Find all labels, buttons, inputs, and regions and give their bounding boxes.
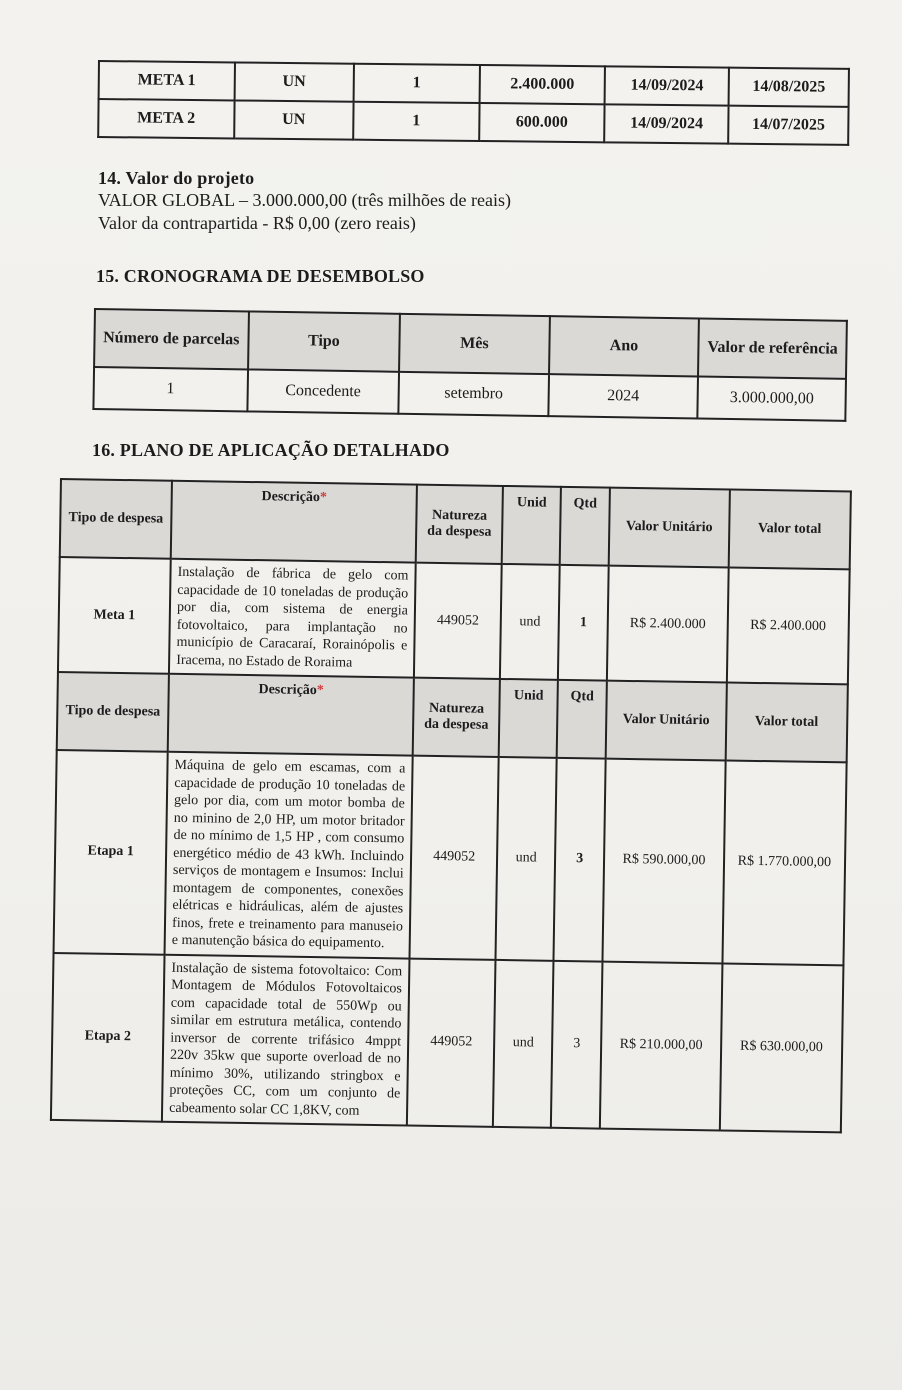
column-header: Número de parcelas — [94, 309, 248, 369]
column-header-valor-unitario: Valor Unitário — [609, 488, 730, 568]
plano-table — [50, 478, 852, 1133]
row-tipo: Meta 1 — [58, 557, 171, 674]
row-qtd: 1 — [558, 565, 609, 681]
row-descricao: Instalação de sistema fotovoltaico: Com Montagem de Módulos Fotovoltaicos com capacidade total de 550Wp ou similar em estrutura metálica, contendo inversor de corrente trifásico 4mppt 220v 35kw que suporte overload de no mínimo 30%, utilizando stringbox e proteções CC, com um conjunto de cabeamento solar CC 1,8KV, com — [162, 954, 409, 1125]
row-natureza: 449052 — [409, 756, 499, 960]
table-header-row — [57, 672, 848, 762]
table-cell: 2024 — [548, 374, 698, 418]
row-valor-total: R$ 1.770.000,00 — [722, 760, 847, 964]
row-natureza: 449052 — [407, 958, 496, 1127]
table-row — [98, 99, 848, 145]
meta-end-date: 14/08/2025 — [729, 68, 849, 107]
meta-end-date: 14/07/2025 — [728, 106, 848, 145]
row-valor-unitario: R$ 2.400.000 — [607, 566, 728, 683]
meta-unit: UN — [234, 62, 354, 101]
row-descricao: Máquina de gelo em escamas, com a capacidade de produção 10 toneladas de gelo por dia, com um motor bomba de no minino de 2,0 HP, um motor britador de no mínimo de 1,5 HP , com consumo energético médio de 43 kWh. Incluindo serviços de montagem e Insumos: Inclui montagem de componentes, conexões elétricas e hidráulicas, além de ajustes finos, frete e treinamento para manuseio e manutenção básica do equipamento. — [165, 752, 413, 958]
required-asterisk: * — [316, 683, 324, 699]
meta-qty: 1 — [353, 102, 479, 141]
table-header-row — [60, 479, 851, 569]
column-header-valor-total: Valor total — [728, 490, 851, 570]
counterpart-value-text: Valor da contrapartida - R$ 0,00 (zero reais) — [98, 213, 416, 233]
meta-label: META 1 — [99, 61, 235, 100]
row-tipo: Etapa 1 — [54, 750, 168, 954]
metas-table — [97, 60, 850, 146]
table-row — [58, 557, 850, 684]
table-row — [54, 750, 847, 965]
row-tipo: Etapa 2 — [51, 952, 165, 1121]
column-header-natureza: Natureza da despesa — [413, 678, 501, 757]
meta-value: 2.400.000 — [479, 65, 605, 104]
column-header-tipo: Tipo de despesa — [60, 479, 172, 559]
table-cell: 1 — [93, 367, 247, 411]
header-text: Descrição — [261, 489, 320, 506]
column-header: Valor de referência — [698, 319, 847, 379]
global-value-text: VALOR GLOBAL – 3.000.000,00 (três milhões de reais) — [98, 190, 511, 210]
meta-label: META 2 — [98, 99, 234, 138]
column-header: Tipo — [248, 311, 401, 371]
row-valor-unitario: R$ 210.000,00 — [600, 961, 722, 1130]
column-header: Mês — [399, 314, 549, 374]
row-unid: und — [500, 564, 559, 680]
row-qtd: 3 — [551, 960, 603, 1128]
row-valor-total: R$ 630.000,00 — [719, 963, 843, 1132]
row-unid: und — [496, 757, 557, 960]
column-header: Ano — [549, 316, 699, 376]
column-header-qtd: Qtd — [560, 487, 611, 566]
column-header-descricao — [171, 481, 417, 563]
header-text: Descrição — [258, 682, 317, 699]
column-header-unid: Unid — [499, 679, 558, 758]
meta-unit: UN — [234, 100, 354, 139]
meta-qty: 1 — [354, 64, 480, 103]
section-16-heading: 16. PLANO DE APLICAÇÃO DETALHADO — [92, 440, 450, 460]
meta-start-date: 14/09/2024 — [605, 66, 729, 105]
meta-value: 600.000 — [479, 103, 605, 142]
table-cell: setembro — [399, 372, 549, 416]
cronograma-table — [92, 308, 848, 422]
table-row — [51, 952, 844, 1132]
row-qtd: 3 — [553, 758, 606, 961]
column-header-natureza: Natureza da despesa — [416, 485, 504, 564]
column-header-unid: Unid — [502, 486, 561, 565]
row-descricao: Instalação de fábrica de gelo com capacidade de 10 toneladas de produção por dia, com sistema de energia fotovoltaico, para implantação no município de Caracaraí, Rorainópolis e Iracema, no Estado de Roraima — [169, 559, 416, 678]
column-header-qtd: Qtd — [557, 680, 608, 759]
row-unid: und — [493, 959, 553, 1127]
row-valor-unitario: R$ 590.000,00 — [603, 759, 725, 963]
row-natureza: 449052 — [414, 563, 502, 679]
column-header-valor-unitario: Valor Unitário — [606, 681, 727, 761]
table-cell: Concedente — [247, 369, 399, 413]
row-valor-total: R$ 2.400.000 — [726, 568, 849, 685]
column-header-descricao — [168, 674, 414, 756]
table-cell: 3.000.000,00 — [698, 376, 846, 420]
section-14-heading: 14. Valor do projeto — [98, 168, 255, 188]
meta-start-date: 14/09/2024 — [605, 104, 729, 143]
column-header-valor-total: Valor total — [725, 682, 848, 762]
section-15-heading: 15. CRONOGRAMA DE DESEMBOLSO — [96, 266, 425, 286]
column-header-tipo: Tipo de despesa — [57, 672, 169, 752]
required-asterisk: * — [319, 490, 327, 506]
